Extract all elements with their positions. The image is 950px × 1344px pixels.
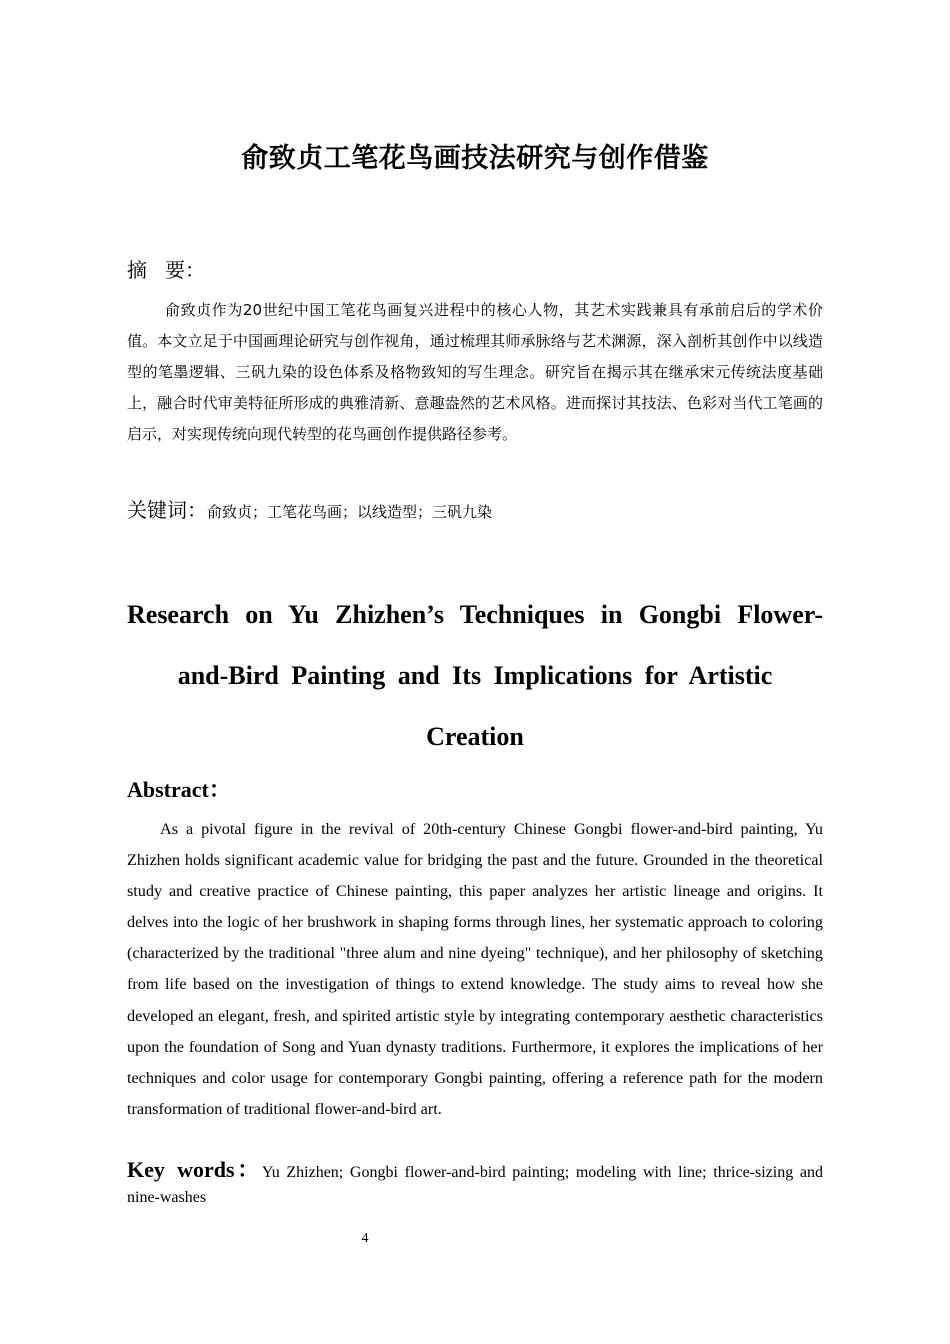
english-keywords (127, 1157, 823, 1210)
english-abstract-label: Abstract： (127, 777, 231, 802)
chinese-keywords (127, 494, 492, 523)
chinese-title: 俞致贞工笔花鸟画技法研究与创作借鉴 (241, 143, 709, 174)
chinese-abstract-label (127, 254, 205, 283)
english-title-line-1: Research on Yu Zhizhen’s Techniques in Gongbi Flower- (127, 600, 823, 629)
english-keywords-value: Yu Zhizhen; Gongbi flower-and-bird painting; modeling with line; thrice-sizing and nine-washes (127, 1164, 824, 1206)
english-keywords-label: Key words： (127, 1157, 262, 1182)
chinese-abstract-label-second: 要： (165, 258, 205, 282)
page-number: 4 (361, 1231, 369, 1246)
chinese-abstract-text: 俞致贞作为20世纪中国工笔花鸟画复兴进程中的核心人物，其艺术实践兼具有承前启后的学术价值。本文立足于中国画理论研究与创作视角，通过梳理其师承脉络与艺术渊源，深入剖析其创作中以线造型的笔墨逻辑、三矾九染的设色体系及格物致知的写生理念。研究旨在揭示其在继承宋元传统法度基础上，融合时代审美特征所形成的典雅清新、意趣盎然的艺术风格。进而探讨其技法、色彩对当代工笔画的启示，对实现传统向现代转型的花鸟画创作提供路径参考。 (127, 301, 823, 443)
english-title-line-2: and-Bird Painting and Its Implications for Artistic (177, 661, 773, 690)
chinese-abstract-label-first: 摘 (127, 258, 147, 282)
english-abstract-text: As a pivotal figure in the revival of 20th-century Chinese Gongbi flower-and-bird painting, Yu Zhizhen holds significant academic value for bridging the past and the future. Grounded in the theoretical study and creative practice of Chinese painting, this paper analyzes her artistic lineage and origins. It delves into the logic of her brushwork in shaping forms through lines, her systematic approach to coloring (characterized by the traditional "three alum and nine dyeing" technique), and her philosophy of sketching from life based on the investigation of things to extend knowledge. The study aims to reveal how she developed an elegant, fresh, and spirited artistic style by integrating contemporary aesthetic characteristics upon the foundation of Song and Yuan dynasty traditions. Furthermore, it explores the implications of her techniques and color usage for contemporary Gongbi painting, offering a reference path for the modern transformation of traditional flower-and-bird art. (127, 820, 823, 1118)
english-title (127, 584, 823, 767)
chinese-keywords-value: 俞致贞；工笔花鸟画；以线造型；三矾九染 (207, 503, 493, 521)
chinese-keywords-label: 关键词： (127, 498, 207, 522)
english-title-line-3: Creation (426, 722, 524, 751)
